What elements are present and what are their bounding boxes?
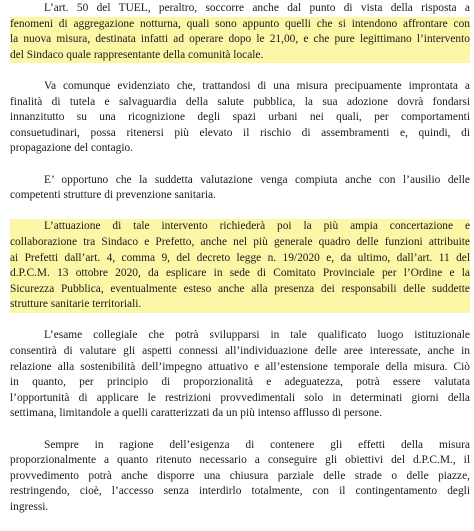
text-line: E’ opportuno che la suddetta valutazione venga compiuta anche con l’ausilio delle <box>44 173 470 186</box>
text-line: finalità di tutela e salvaguardia della salute pubblica, la sua adozione dovrà fondarsi <box>10 95 470 108</box>
highlighted-text-line: collaborazione tra Sindaco e Prefetto, anche nel più generale quadro delle funzioni attribuite <box>10 235 470 251</box>
highlighted-text-line: ai Prefetti dall’art. 4, comma 9, del decreto legge n. 19/2020 e, da ultimo, dall’art. 11 del <box>10 251 470 267</box>
text-line: relazione alla sostenibilità dell’impegno attuativo e all’estensione temporale della misura. Ciò <box>10 360 470 373</box>
text-line: proporzionalmente a quanto ritenuto necessario a conseguire gli obiettivi del d.P.C.M., il <box>10 454 470 467</box>
text-line: propagazione del contagio. <box>10 142 134 155</box>
highlighted-text-line: L’attuazione di tale intervento richiederà poi la più ampia concertazione e <box>10 219 470 235</box>
paragraph <box>10 79 470 157</box>
text-line: competenti strutture di prevenzione sanitaria. <box>10 189 216 202</box>
text-line: innanzitutto su una ricognizione degli spazi urbani nei quali, per comportamenti <box>10 111 470 124</box>
text-line: l’opportunità di applicare le restrizioni provvedimentali solo in determinati giorni della <box>10 391 470 404</box>
highlighted-text-line: fenomeni di aggregazione notturna, quali sono appunto quelli che si intendono affrontare con <box>10 17 470 33</box>
text-line: L’esame collegiale che potrà svilupparsi in tale qualificato luogo istituzionale <box>44 329 470 342</box>
text-line: settimana, limitandole a quelli caratterizzati da un più intenso afflusso di persone. <box>10 407 383 420</box>
text-line: consuetudinari, possa ritenersi più elevato il rischio di assembramenti e, quindi, di <box>10 126 470 139</box>
paragraph <box>10 328 470 422</box>
highlighted-text-line: d.P.C.M. 13 ottobre 2020, da esplicare in sede di Comitato Provinciale per l’Ordine e la <box>10 266 470 282</box>
highlighted-text-line: la nuova misura, destinata infatti ad operare dopo le 21,00, e che pure legittimano l’intervento <box>10 32 470 48</box>
text-line: provvedimento potrà anche disporre una chiusura parziale delle strade o delle piazze, <box>10 469 470 482</box>
text-line: consentirà di valutare gli aspetti connessi all’individuazione delle aree interessate, anche in <box>10 345 470 358</box>
paragraph <box>10 438 470 516</box>
text-line: L’art. 50 del TUEL, peraltro, soccorre anche dal punto di vista della risposta a <box>44 2 470 14</box>
highlighted-text-line: strutture sanitarie territoriali. <box>10 297 470 313</box>
text-line: Va comunque evidenziato che, trattandosi di una misura precipuamente improntata a <box>44 79 470 92</box>
paragraph <box>10 1 470 63</box>
text-line: ingressi. <box>10 501 49 513</box>
text-line: Sempre in ragione dell’esigenza di contenere gli effetti della misura <box>44 438 470 451</box>
paragraph <box>10 173 470 204</box>
text-line: in quanto, per principio di proporzionalità e adeguatezza, potrà essere valutata <box>10 376 470 389</box>
text-line: restringendo, cioè, l’accesso senza interdirlo totalmente, con il contingentamento degli <box>10 485 470 498</box>
highlighted-text-line: del Sindaco quale rappresentante della comunità locale. <box>10 48 470 64</box>
document-page <box>10 1 470 531</box>
paragraph <box>10 219 470 313</box>
highlighted-text-line: Sicurezza Pubblica, eventualmente esteso anche alla presenza dei responsabili delle suddette <box>10 282 470 298</box>
